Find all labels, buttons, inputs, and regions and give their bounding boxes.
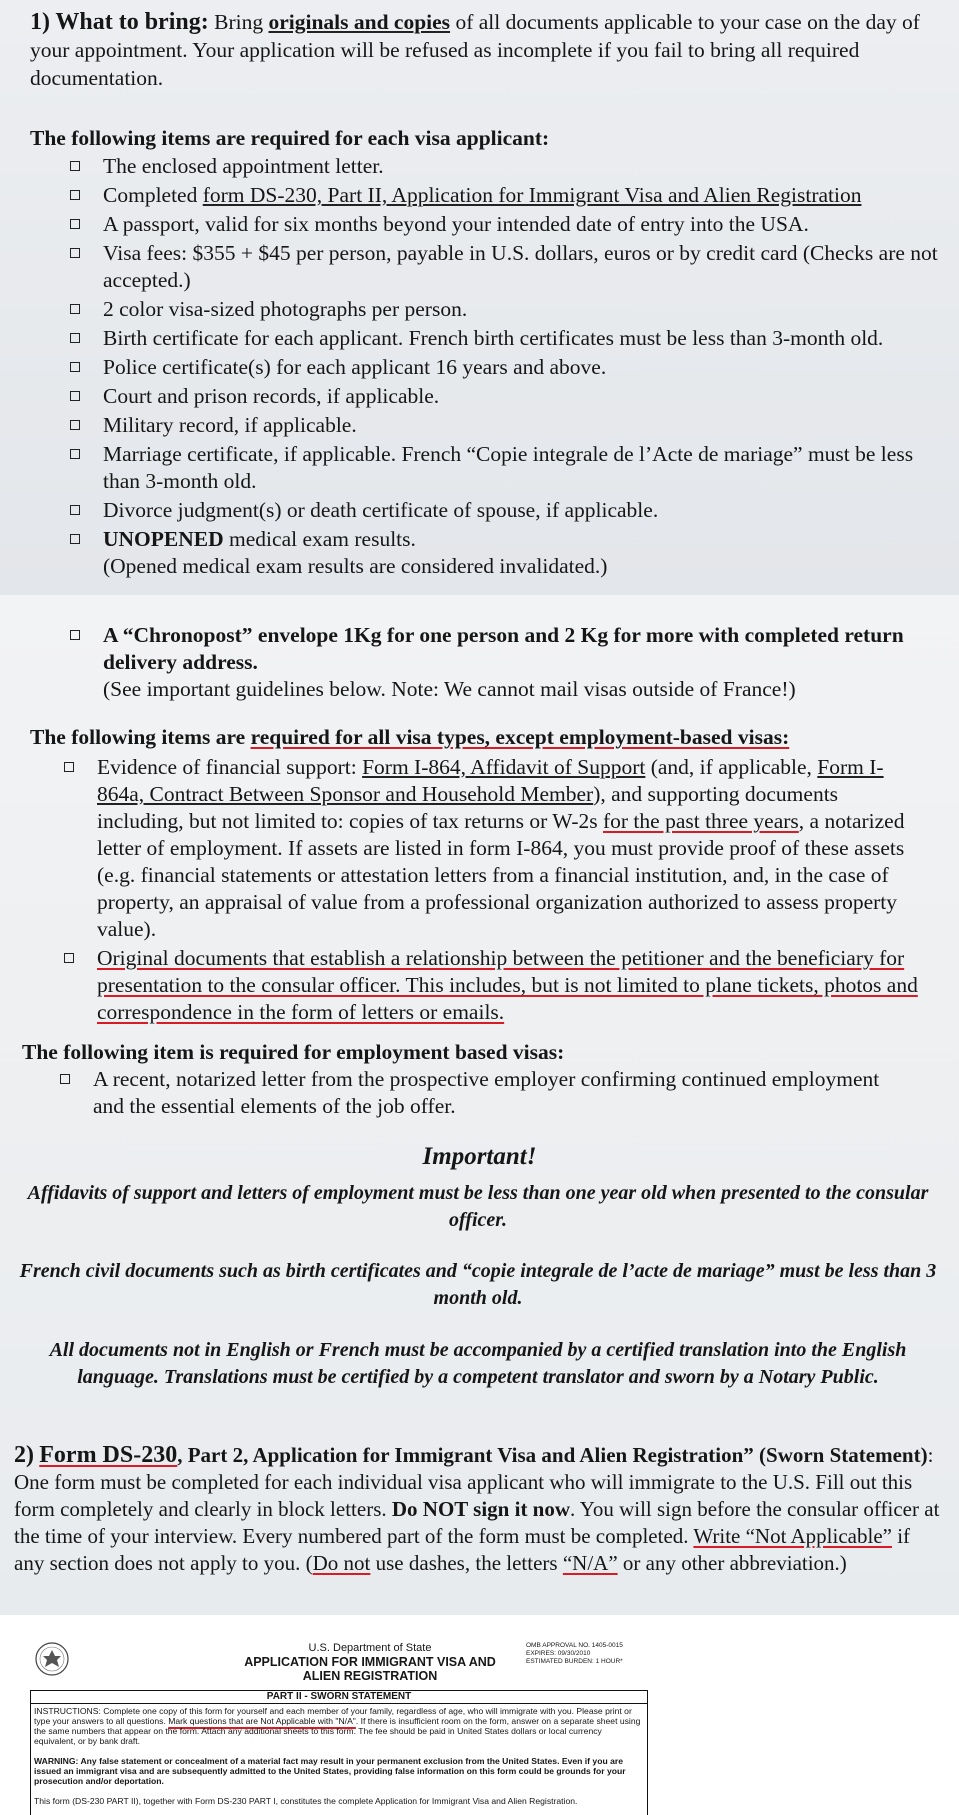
checkbox-icon (70, 505, 80, 515)
form-footer-note: This form (DS-230 PART II), together with Form DS-230 PART I, constitutes the complete Application for Immigrant Visa and Alien Registration. (34, 1796, 578, 1806)
unopened-label: UNOPENED (103, 527, 224, 551)
checkbox-icon (70, 333, 80, 343)
mark-na-text: Mark questions that are Not Applicable with "N/A" (168, 1716, 356, 1726)
non-employment-list (64, 754, 924, 1028)
list-item: Military record, if applicable. (70, 412, 950, 439)
list-item: Visa fees: $355 + $45 per person, payable in U.S. dollars, euros or by credit card (Checks are not accepted.) (70, 240, 950, 294)
relationship-docs-text: Original documents that establish a relationship between the petitioner and the beneficiary for presentation to the consular officer. This includes, but is not limited to plane tickets, photos and correspondence in the form of letters or emails. (97, 946, 918, 1024)
checkbox-icon (70, 304, 80, 314)
ds230-form-link: Form DS-230 (39, 1442, 178, 1468)
important-paragraph: Affidavits of support and letters of employment must be less than one year old when presented to the consular officer. (27, 1182, 929, 1231)
non-employment-heading: The following items are required for all visa types, except employment-based visas: (30, 725, 790, 749)
list-item: 2 color visa-sized photographs per person. (70, 296, 950, 323)
list-item: Divorce judgment(s) or death certificate of spouse, if applicable. (70, 497, 950, 524)
past-three-years-text: for the past three years (602, 809, 799, 833)
checkbox-icon (64, 953, 74, 963)
employment-heading: The following item is required for employment based visas: (22, 1040, 565, 1064)
checkbox-icon (70, 420, 80, 430)
form-instructions-box (30, 1690, 648, 1815)
chronopost-list (70, 622, 930, 705)
omb-info: OMB APPROVAL NO. 1405-0015 EXPIRES: 09/30/2010 ESTIMATED BURDEN: 1 HOUR* (526, 1642, 623, 1665)
section2-title: , Part 2, Application for Immigrant Visa and Alien Registration” (Sworn Statement) (177, 1443, 928, 1467)
section1-intro: 1) What to bring: Bring originals and copies of all documents applicable to your case on the day of your appointment. Your application will be refused as incomplete if you fail to bring all required documentation. (30, 9, 920, 90)
checkbox-icon (70, 630, 80, 640)
section1-text-a: Bring (214, 10, 264, 34)
checkbox-icon (64, 762, 74, 772)
list-item: A recent, notarized letter from the prospective employer confirming continued employment and the essential elements of the job offer. (60, 1066, 910, 1120)
chronopost-text: A “Chronopost” envelope 1Kg for one person and 2 Kg for more with completed return delivery address. (103, 623, 904, 674)
important-title: Important! (422, 1143, 537, 1170)
list-item: The enclosed appointment letter. (70, 153, 950, 180)
list-item: Marriage certificate, if applicable. French “Copie integrale de l’Acte de mariage” must be less than 3-month old. (70, 441, 950, 495)
checkbox-icon (70, 190, 80, 200)
do-not-text: Do not (312, 1551, 371, 1575)
form-warning: WARNING: Any false statement or concealment of a material fact may result in your permanent exclusion from the United States. Even if you are issued an immigrant visa and are subsequently admitted to the United States, providing false information on this form could be grounds for your prosecution and/or deportation. (34, 1756, 626, 1786)
state-department-seal-icon (34, 1641, 70, 1677)
department-name: U.S. Department of State (308, 1642, 432, 1654)
section1-heading: What to bring (55, 9, 201, 35)
ds230-link: form DS-230, Part II, Application for Immigrant Visa and Alien Registration (202, 183, 862, 207)
section1-number: 1) (30, 9, 50, 35)
form-i864-link: Form I-864, Affidavit of Support (362, 755, 646, 779)
list-item (70, 622, 930, 703)
required-all-heading: The following items are required for each visa applicant: (30, 126, 550, 150)
list-item: Evidence of financial support: Form I-864, Affidavit of Support (and, if applicable, Form I-864a, Contract Between Sponsor and Household Member), and supporting documents including, but not limited to: copies of tax returns or W-2s for the past three years, a notarized letter of employment. If assets are listed in form I-864, you must provide proof of these assets (e.g. financial statements or attestation letters from a financial institution, and, in the case of property, an appraisal of value from a professional organization authorized to assess property value). (64, 754, 924, 943)
part-header: PART II - SWORN STATEMENT (31, 1691, 647, 1704)
checkbox-icon (70, 219, 80, 229)
checkbox-icon (70, 248, 80, 258)
list-item: A passport, valid for six months beyond your intended date of entry into the USA. (70, 211, 950, 238)
section2-paragraph: 2) Form DS-230, Part 2, Application for Immigrant Visa and Alien Registration” (Sworn Statement): One form must be completed for each individual visa applicant who will immigrate to the U.S. Fill out this form completely and clearly in block letters. Do NOT sign it now. You will sign before the consular officer at the time of your interview. Every numbered part of the form must be completed. Write “Not Applicable” if any section does not apply to you. (Do not use dashes, the letters “N/A” or any other abbreviation.) (14, 1442, 940, 1575)
list-item: Court and prison records, if applicable. (70, 383, 950, 410)
list-item: Police certificate(s) for each applicant 16 years and above. (70, 354, 950, 381)
important-paragraph: French civil documents such as birth certificates and “copie integrale de l’acte de mariage” must be less than 3 month old. (19, 1260, 937, 1309)
checkbox-icon (60, 1074, 70, 1084)
checkbox-icon (70, 449, 80, 459)
checkbox-icon (70, 161, 80, 171)
section1-text-b: of all documents applicable to your case on the day of your appointment. Your application will be refused as incomplete if you fail to bring all required documentation. (30, 10, 920, 90)
checkbox-icon (70, 362, 80, 372)
non-employment-heading-red: required for all visa types, except employment-based visas: (250, 725, 790, 749)
form-i864a-link: Form I-864a, Contract Between Sponsor and Household Member (97, 755, 884, 806)
form-title: APPLICATION FOR IMMIGRANT VISA AND ALIEN REGISTRATION (244, 1655, 496, 1683)
list-item: UNOPENED medical exam results. (Opened medical exam results are considered invalidated.) (70, 526, 950, 580)
list-item (64, 945, 924, 1026)
important-paragraph: All documents not in English or French must be accompanied by a certified translation into the English language. Translations must be certified by a competent translator and sworn by a Notary Public. (49, 1339, 907, 1388)
required-all-list (70, 153, 950, 582)
section2-number: 2) (14, 1442, 34, 1468)
na-text: “N/A” (562, 1551, 618, 1575)
form-instructions: INSTRUCTIONS: Complete one copy of this form for yourself and each member of your family, regardless of age, who will immigrate with you. Please print or type your answers to all questions. Mark questions that are Not Applicable with "N/A". If there is insufficient room on the form, answer on a separate sheet using the same numbers that appear on the form. Attach any additional sheets to this form. The fee should be paid in United States dollars or local currency equivalent, or by bank draft. (34, 1706, 641, 1746)
list-item: Completed form DS-230, Part II, Application for Immigrant Visa and Alien Registration (70, 182, 950, 209)
do-not-sign-text: Do NOT sign it now (391, 1497, 571, 1521)
chronopost-note: (See important guidelines below. Note: We cannot mail visas outside of France!) (103, 677, 796, 701)
list-item: Birth certificate for each applicant. French birth certificates must be less than 3-month old. (70, 325, 950, 352)
checkbox-icon (70, 534, 80, 544)
write-not-applicable-text: Write “Not Applicable” (693, 1524, 892, 1548)
employment-list (60, 1066, 910, 1122)
checkbox-icon (70, 391, 80, 401)
originals-copies-link: originals and copies (268, 10, 451, 34)
